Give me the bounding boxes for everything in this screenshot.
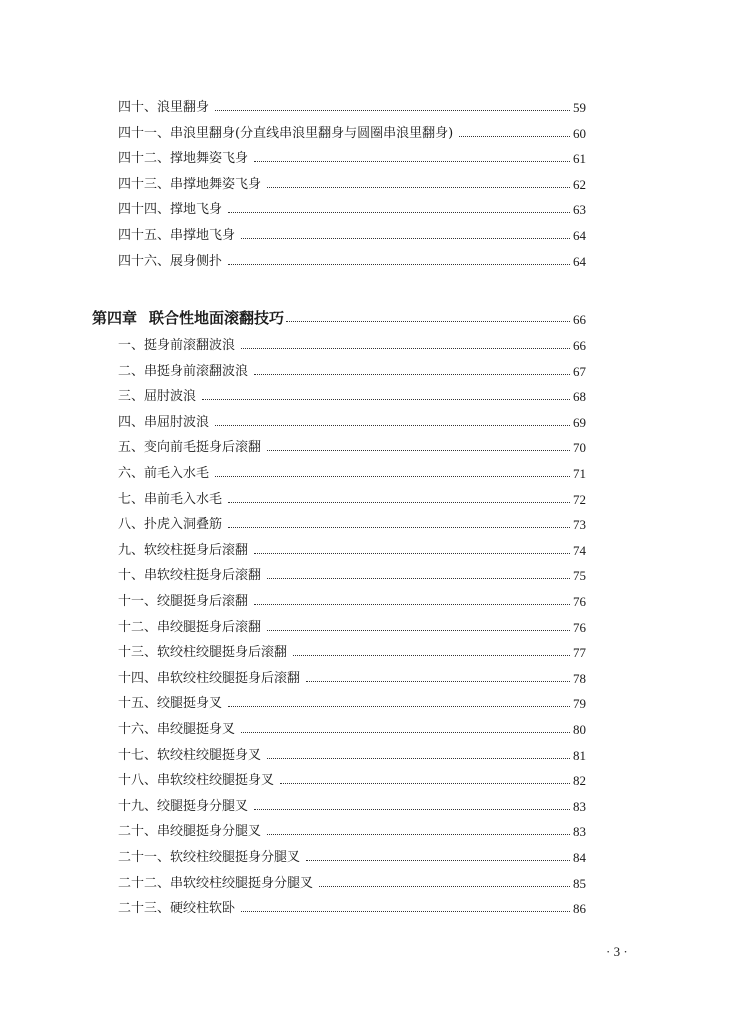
toc-entry-page-number: 63 bbox=[573, 202, 586, 218]
toc-entry[interactable] bbox=[118, 381, 586, 403]
toc-entry-page-number: 82 bbox=[573, 773, 586, 789]
dot-leader bbox=[241, 911, 570, 912]
dot-leader bbox=[280, 783, 570, 784]
toc-entry-page-number: 81 bbox=[573, 747, 586, 763]
dot-leader bbox=[241, 348, 570, 349]
dot-leader bbox=[267, 187, 570, 188]
toc-entry-title: 十九、绞腿挺身分腿叉 bbox=[118, 798, 249, 814]
toc-entry-title: 四十三、串撑地舞姿飞身 bbox=[118, 176, 262, 192]
toc-entry-title: 十一、绞腿挺身后滚翻 bbox=[118, 594, 249, 609]
toc-entry-page-number: 76 bbox=[573, 619, 586, 635]
toc-entry[interactable] bbox=[118, 612, 586, 634]
toc-entry[interactable] bbox=[118, 586, 586, 608]
toc-entry-page-number: 72 bbox=[573, 491, 586, 507]
toc-entry[interactable] bbox=[118, 458, 586, 480]
toc-entry-title: 二十三、硬绞柱软卧 bbox=[118, 901, 236, 917]
toc-entry-title: 二十、串绞腿挺身分腿叉 bbox=[118, 824, 262, 840]
dot-leader bbox=[319, 886, 570, 887]
dot-leader bbox=[459, 136, 570, 137]
toc-entry-title: 十三、软绞柱绞腿挺身后滚翻 bbox=[118, 645, 288, 661]
dot-leader bbox=[254, 553, 570, 554]
toc-entry[interactable] bbox=[118, 842, 586, 864]
toc-entry[interactable] bbox=[118, 688, 586, 710]
toc-entry[interactable] bbox=[118, 407, 586, 429]
toc-entry[interactable] bbox=[118, 169, 586, 191]
toc-entry-page-number: 76 bbox=[573, 594, 586, 609]
toc-entry[interactable] bbox=[118, 714, 586, 736]
toc-entry-page-number: 77 bbox=[573, 645, 586, 661]
toc-entry[interactable] bbox=[118, 560, 586, 582]
dot-leader bbox=[267, 758, 570, 759]
toc-entry-page-number: 80 bbox=[573, 722, 586, 737]
toc-entry-page-number: 61 bbox=[573, 151, 586, 167]
toc-entry[interactable] bbox=[118, 740, 586, 762]
chapter-number: 第四章 bbox=[92, 309, 138, 327]
dot-leader bbox=[267, 834, 570, 835]
toc-entry-title: 八、扑虎入洞叠筋 bbox=[118, 517, 223, 533]
dot-leader bbox=[228, 706, 570, 707]
toc-entry-title: 十六、串绞腿挺身叉 bbox=[118, 722, 236, 737]
dot-leader bbox=[254, 374, 570, 375]
dot-leader bbox=[306, 860, 570, 861]
dot-leader bbox=[228, 212, 570, 213]
toc-entry-page-number: 68 bbox=[573, 389, 586, 405]
toc-entry-page-number: 83 bbox=[573, 798, 586, 814]
toc-entry-title: 二十一、软绞柱绞腿挺身分腿叉 bbox=[118, 850, 301, 865]
dot-leader bbox=[202, 399, 570, 400]
toc-entry-title: 十五、绞腿挺身叉 bbox=[118, 696, 223, 712]
page-number-footer: · 3 · bbox=[606, 944, 628, 959]
dot-leader bbox=[286, 321, 570, 322]
toc-entry-page-number: 75 bbox=[573, 568, 586, 584]
toc-entry-page-number: 83 bbox=[573, 824, 586, 840]
toc-entry-page-number: 86 bbox=[573, 901, 586, 917]
chapter-page-number: 66 bbox=[573, 312, 586, 327]
toc-entry-title: 一、挺身前滚翻波浪 bbox=[118, 338, 236, 353]
toc-entry-title: 九、软绞柱挺身后滚翻 bbox=[118, 542, 249, 558]
toc-entry-title: 四、串屈肘波浪 bbox=[118, 414, 210, 430]
toc-entry-title: 六、前毛入水毛 bbox=[118, 466, 210, 481]
toc-entry-title: 四十一、串浪里翻身(分直线串浪里翻身与圆圈串浪里翻身) bbox=[118, 125, 454, 141]
dot-leader bbox=[215, 476, 570, 477]
toc-entry-page-number: 85 bbox=[573, 875, 586, 891]
toc-entry-title: 十七、软绞柱绞腿挺身叉 bbox=[118, 747, 262, 763]
toc-entry[interactable] bbox=[118, 220, 586, 242]
toc-entry[interactable] bbox=[118, 330, 586, 352]
dot-leader bbox=[267, 450, 570, 451]
chapter-heading[interactable] bbox=[92, 302, 586, 326]
dot-leader bbox=[267, 578, 570, 579]
chapter-title: 联合性地面滚翻技巧 bbox=[149, 309, 285, 327]
toc-entry-page-number: 73 bbox=[573, 517, 586, 533]
toc-entry[interactable] bbox=[118, 765, 586, 787]
toc-entry-page-number: 67 bbox=[573, 363, 586, 379]
toc-entry[interactable] bbox=[118, 868, 586, 890]
toc-entry[interactable] bbox=[118, 637, 586, 659]
dot-leader bbox=[228, 502, 570, 503]
toc-entry-page-number: 70 bbox=[573, 440, 586, 456]
toc-entry-page-number: 66 bbox=[573, 338, 586, 353]
toc-entry-title: 五、变向前毛挺身后滚翻 bbox=[118, 440, 262, 456]
dot-leader bbox=[215, 425, 570, 426]
dot-leader bbox=[254, 604, 570, 605]
toc-entry-title: 三、屈肘波浪 bbox=[118, 389, 197, 405]
toc-entry[interactable] bbox=[118, 246, 586, 268]
toc-entry[interactable] bbox=[118, 484, 586, 506]
dot-leader bbox=[228, 527, 570, 528]
toc-entry[interactable] bbox=[118, 92, 586, 114]
toc-entry-title: 十八、串软绞柱绞腿挺身叉 bbox=[118, 773, 275, 789]
toc-entry[interactable] bbox=[118, 535, 586, 557]
dot-leader bbox=[254, 161, 570, 162]
toc-entry[interactable] bbox=[118, 143, 586, 165]
toc-entry-page-number: 64 bbox=[573, 228, 586, 243]
toc-entry-title: 四十五、串撑地飞身 bbox=[118, 228, 236, 243]
toc-entry-title: 十四、串软绞柱绞腿挺身后滚翻 bbox=[118, 670, 301, 686]
toc-entry-title: 十二、串绞腿挺身后滚翻 bbox=[118, 619, 262, 635]
toc-entry[interactable] bbox=[118, 893, 586, 915]
toc-entry-page-number: 74 bbox=[573, 542, 586, 558]
dot-leader bbox=[254, 809, 570, 810]
toc-entry-page-number: 69 bbox=[573, 414, 586, 430]
toc-entry-page-number: 78 bbox=[573, 670, 586, 686]
dot-leader bbox=[241, 238, 570, 239]
toc-entry-title: 四十、浪里翻身 bbox=[118, 100, 210, 115]
dot-leader bbox=[228, 264, 570, 265]
toc-entry-title: 十、串软绞柱挺身后滚翻 bbox=[118, 568, 262, 584]
dot-leader bbox=[241, 732, 570, 733]
toc-entry-title: 四十六、展身侧扑 bbox=[118, 253, 223, 269]
toc-entry[interactable] bbox=[118, 356, 586, 378]
dot-leader bbox=[293, 655, 570, 656]
toc-entry-page-number: 71 bbox=[573, 466, 586, 481]
toc-entry-title: 二十二、串软绞柱绞腿挺身分腿叉 bbox=[118, 875, 314, 891]
dot-leader bbox=[306, 681, 570, 682]
toc-entry-title: 二、串挺身前滚翻波浪 bbox=[118, 363, 249, 379]
toc-entry-page-number: 59 bbox=[573, 100, 586, 115]
toc-entry-title: 四十四、撑地飞身 bbox=[118, 202, 223, 218]
toc-entry-title: 七、串前毛入水毛 bbox=[118, 491, 223, 507]
toc-entry-page-number: 64 bbox=[573, 253, 586, 269]
toc-entry[interactable] bbox=[118, 663, 586, 685]
toc-entry-page-number: 79 bbox=[573, 696, 586, 712]
toc-entry-page-number: 60 bbox=[573, 125, 586, 141]
toc-entry-title: 四十二、撑地舞姿飞身 bbox=[118, 151, 249, 167]
toc-entry[interactable] bbox=[118, 791, 586, 813]
toc-entry-page-number: 62 bbox=[573, 176, 586, 192]
toc-entry[interactable] bbox=[118, 432, 586, 454]
toc-entry[interactable] bbox=[118, 194, 586, 216]
toc-entry[interactable] bbox=[118, 118, 586, 140]
toc-entry[interactable] bbox=[118, 816, 586, 838]
toc-entry[interactable] bbox=[118, 509, 586, 531]
dot-leader bbox=[215, 110, 570, 111]
dot-leader bbox=[267, 630, 570, 631]
toc-entry-page-number: 84 bbox=[573, 850, 586, 865]
